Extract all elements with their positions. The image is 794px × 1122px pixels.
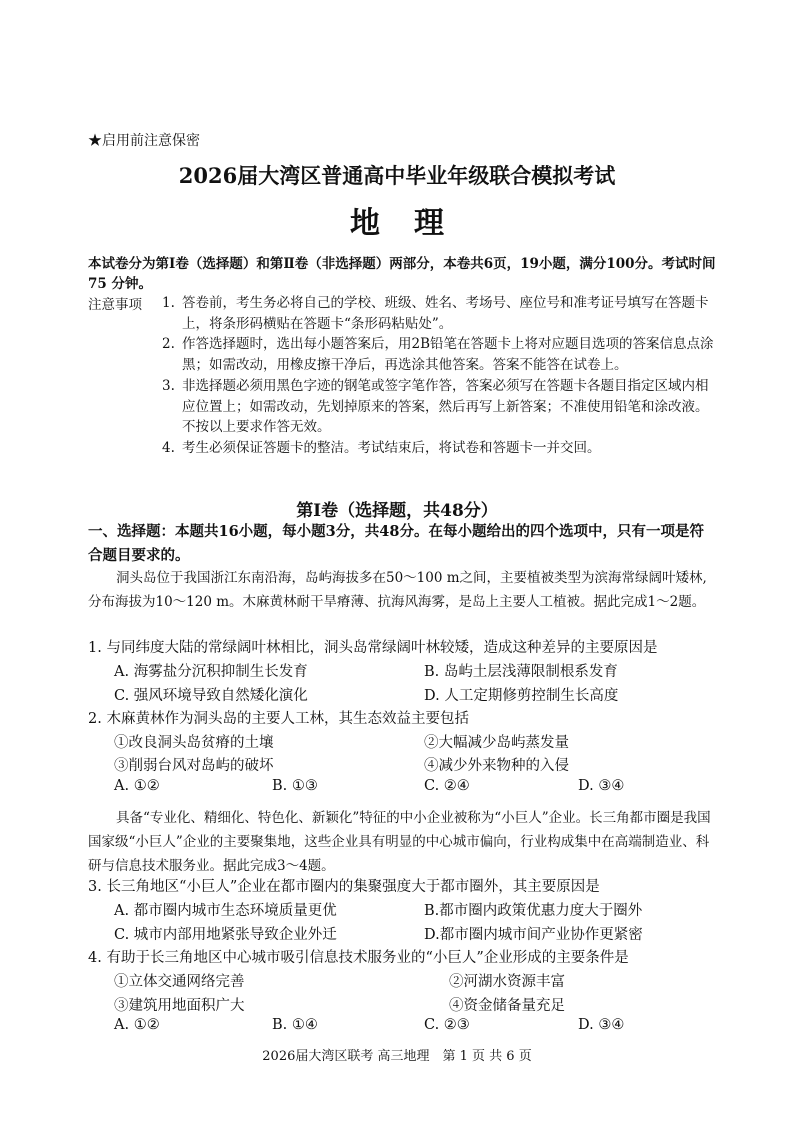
notice-text: 非选择题必须用黑色字迹的钢笔或签字笔作答，答案必须写在答题卡各题目指定区域内相应位置上；如需改动，先划掉原来的答案，然后再写上新答案；不准使用铅笔和涂改液。不按以上要求作答无效。 xyxy=(182,377,709,436)
notice-text: 作答选择题时，选出每小题答案后，用2B铅笔在答题卡上将对应题目选项的答案信息点涂黑；如需改动，用橡皮擦干净后，再选涂其他答案。答案不能答在试卷上。 xyxy=(182,336,714,374)
notice-list xyxy=(162,293,714,459)
q2-statement-4: ④减少外来物种的入侵 xyxy=(424,758,569,774)
section-instructions: 一、选择题：本题共16小题，每小题3分，共48分。在每小题给出的四个选项中，只有一项是符合题目要求的。 xyxy=(88,523,704,564)
q3-option-a: A. 都市圈内城市生态环境质量更优 xyxy=(114,903,337,919)
section-title: 第Ⅰ卷（选择题，共48分） xyxy=(296,501,498,521)
q3-option-d: D.都市圈内城市间产业协作更紧密 xyxy=(424,927,643,943)
reading-material-2: 具备“专业化、精细化、特色化、新颖化”特征的中小企业被称为“小巨人”企业。长三角都市圈是我国国家级“小巨人”企业的主要聚集地，这些企业具有明显的中心城市偏向，行业构成集中在高端制造业、科研与信息技术服务业。据此完成3～4题。 xyxy=(88,810,711,874)
q4-option-a: A. ①② xyxy=(114,1017,160,1033)
q2-statement-2: ②大幅减少岛屿蒸发量 xyxy=(424,735,569,751)
notice-number: 1. xyxy=(162,295,175,311)
exam-intro: 本试卷分为第Ⅰ卷（选择题）和第Ⅱ卷（非选择题）两部分，本卷共6页，19小题，满分100分。考试时间75 分钟。 xyxy=(88,256,716,292)
q3-option-b: B.都市圈内政策优惠力度大于圈外 xyxy=(424,903,643,919)
question-2-stem: 2. 木麻黄林作为洞头岛的主要人工林，其生态效益主要包括 xyxy=(88,711,469,727)
notice-item xyxy=(162,376,714,438)
notice-text: 答卷前，考生务必将自己的学校、班级、姓名、考场号、座位号和准考证号填写在答题卡上，将条形码横贴在答题卡“条形码粘贴处”。 xyxy=(182,295,709,332)
exam-title: 2026届大湾区普通高中毕业年级联合模拟考试 xyxy=(178,163,616,188)
q4-statement-1: ①立体交通网络完善 xyxy=(114,974,245,990)
notice-item xyxy=(162,293,714,334)
q3-option-c: C. 城市内部用地紧张导致企业外迁 xyxy=(114,927,337,943)
confidential-label: ★启用前注意保密 xyxy=(88,133,200,149)
q2-statement-1: ①改良洞头岛贫瘠的土壤 xyxy=(114,735,274,751)
subject-title: 地理 xyxy=(350,206,478,241)
page-footer: 2026届大湾区联考 高三地理 第 1 页 共 6 页 xyxy=(262,1049,532,1064)
question-1-stem: 1. 与同纬度大陆的常绿阔叶林相比，洞头岛常绿阔叶林较矮，造成这种差异的主要原因是 xyxy=(88,640,658,656)
q2-option-c: C. ②④ xyxy=(424,778,470,794)
q4-option-d: D. ③④ xyxy=(578,1017,625,1033)
q4-statement-2: ②河湖水资源丰富 xyxy=(449,974,565,990)
notice-number: 2. xyxy=(162,336,175,353)
question-3-stem: 3. 长三角地区“小巨人”企业在都市圈内的集聚强度大于都市圈外，其主要原因是 xyxy=(88,879,600,895)
question-4-stem: 4. 有助于长三角地区中心城市吸引信息技术服务业的“小巨人”企业形成的主要条件是 xyxy=(88,950,629,966)
q4-option-c: C. ②③ xyxy=(424,1017,470,1033)
q2-option-d: D. ③④ xyxy=(578,778,625,794)
notice-number: 4. xyxy=(162,439,175,456)
q2-option-b: B. ①③ xyxy=(272,778,318,794)
q1-option-d: D. 人工定期修剪控制生长高度 xyxy=(424,688,619,704)
q2-option-a: A. ①② xyxy=(114,778,160,794)
reading-material-1: 洞头岛位于我国浙江东南沿海，岛屿海拔多在50～100 m之间，主要植被类型为滨海常绿阔叶矮林,分布海拔为10～120 m。木麻黄林耐干旱瘠薄、抗海风海雾，是岛上主要人工植被。据此完成1～2题。 xyxy=(88,570,707,610)
notice-item xyxy=(162,438,714,459)
notice-item xyxy=(162,334,714,375)
q1-option-b: B. 岛屿土层浅薄限制根系发育 xyxy=(424,664,618,680)
notice-text: 考生必须保证答题卡的整洁。考试结束后，将试卷和答题卡一并交回。 xyxy=(182,439,601,456)
notice-label: 注意事项 xyxy=(88,297,142,313)
q1-option-a: A. 海雾盐分沉积抑制生长发育 xyxy=(114,664,308,680)
q4-statement-3: ③建筑用地面积广大 xyxy=(114,998,245,1014)
q4-statement-4: ④资金储备量充足 xyxy=(449,998,565,1014)
q2-statement-3: ③削弱台风对岛屿的破坏 xyxy=(114,758,274,774)
q4-option-b: B. ①④ xyxy=(272,1017,318,1033)
notice-number: 3. xyxy=(162,377,175,394)
q1-option-c: C. 强风环境导致自然矮化演化 xyxy=(114,688,308,704)
